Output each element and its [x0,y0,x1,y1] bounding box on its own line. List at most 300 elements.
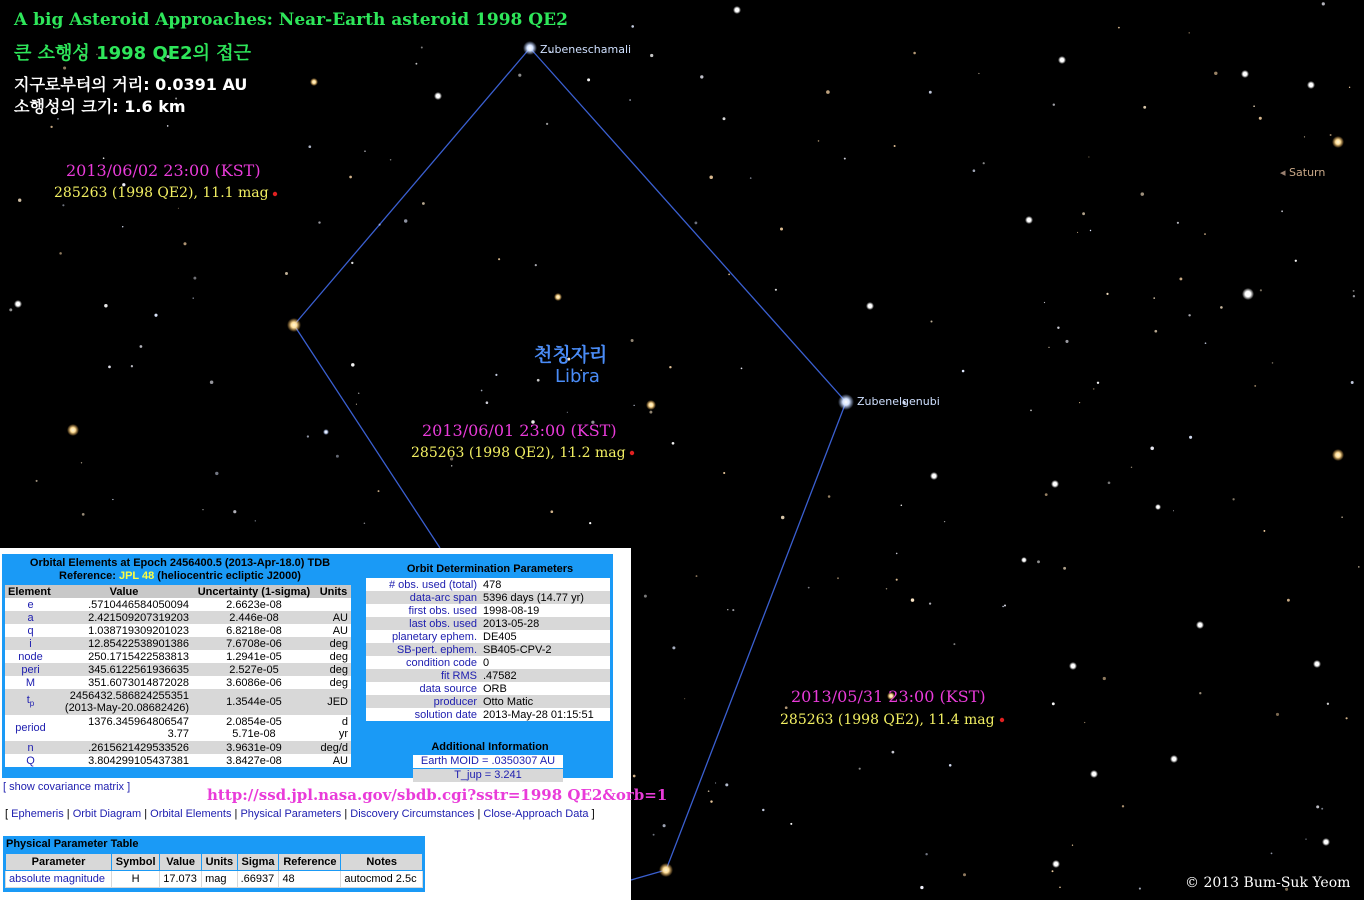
bright-star [323,429,329,435]
bright-star [1196,621,1204,629]
od-key[interactable]: last obs. used [366,617,480,630]
faint-star [351,262,353,264]
param-value: 17.073 [160,871,202,888]
bright-star [523,41,537,55]
size-text: 소행성의 크기: 1.6 km [14,97,186,116]
faint-star [859,768,861,770]
faint-star [1173,510,1174,511]
constellation-name-korean: 천칭자리 [534,344,608,366]
bright-star [838,394,854,410]
bright-star [1313,660,1321,668]
link-close-approach[interactable]: Close-Approach Data [483,808,589,820]
faint-star [535,264,537,266]
faint-star [546,123,548,125]
orbital-elements-box [2,554,613,781]
faint-star [1093,388,1095,390]
saturn-label-text: Saturn [1289,166,1326,179]
faint-star [183,242,186,245]
col-header-element: Element [5,585,56,598]
faint-star [1189,32,1190,33]
faint-star [537,379,540,382]
col-header-sigma: Sigma [237,854,279,871]
faint-star [1272,362,1274,364]
planet-label-saturn [1280,166,1325,179]
faint-star [1330,134,1332,136]
faint-star [894,145,896,147]
faint-star [920,886,923,889]
element-uncertainty [192,715,316,741]
mag-label-0531: 285263 (1998 QE2), 11.4 mag [780,712,995,728]
element-units: AU [316,624,351,637]
element-uncertainty: 2.6623e-08 [192,598,316,611]
reference-suffix: (heliocentric ecliptic J2000) [157,570,301,582]
date-label-0602: 2013/06/02 23:00 (KST) [66,161,261,180]
faint-star [1131,467,1132,468]
faint-star [1351,381,1354,384]
od-key[interactable]: first obs. used [366,604,480,617]
faint-star [672,442,675,445]
element-name-sub: p [29,699,35,709]
faint-star [215,472,218,475]
table-row [366,656,610,669]
od-value: 5396 days (14.77 yr) [480,591,610,604]
element-uncertainty: 3.6086e-06 [192,676,316,689]
separator: | [231,808,241,820]
faint-star [318,221,320,223]
covariance-link[interactable]: [ show covariance matrix ] [3,781,131,793]
faint-star [1030,410,1032,412]
element-name[interactable]: Q [5,754,56,767]
bright-star [1051,480,1059,488]
faint-star [826,90,830,94]
element-name[interactable]: M [5,676,56,689]
element-units-line1: d [341,716,348,728]
faint-star [775,289,777,291]
table-row [366,591,610,604]
element-name[interactable]: e [5,598,56,611]
bright-star [930,472,938,480]
bright-star [14,300,22,308]
od-key[interactable]: # obs. used (total) [366,578,480,591]
faint-star [167,125,169,127]
element-uncertainty: 1.3544e-05 [192,689,316,715]
faint-star [1281,210,1283,212]
faint-star [1057,327,1059,329]
bright-star [1025,216,1033,224]
faint-star [379,224,381,226]
faint-star [1263,530,1265,532]
faint-star [837,577,839,579]
faint-star [700,75,703,78]
faint-star [1052,702,1055,705]
element-uncertainty: 6.8218e-08 [192,624,316,637]
bright-star [1242,288,1254,300]
element-value: 2.421509207319203 [56,611,192,624]
faint-star [1349,87,1350,88]
faint-star [378,490,380,492]
od-key[interactable]: planetary ephem. [366,630,480,643]
element-unc-line1: 2.0854e-05 [226,716,282,728]
faint-star [1287,599,1290,602]
faint-star [1353,295,1355,297]
faint-star [1220,306,1223,309]
saturn-marker-icon: ◂ [1280,166,1286,179]
faint-star [104,304,107,307]
faint-star [631,25,634,28]
faint-star [1072,845,1073,846]
link-orbit-diagram[interactable]: Orbit Diagram [72,808,142,820]
table-row [366,643,610,656]
faint-star [210,381,214,385]
faint-star [1002,606,1003,607]
param-notes: autocmod 2.5c [341,871,423,888]
faint-star [695,222,698,225]
faint-star [1205,342,1207,344]
faint-star [1082,212,1085,215]
param-sigma: .66937 [237,871,279,888]
faint-star [486,401,489,404]
param-name[interactable]: absolute magnitude [6,871,112,888]
param-symbol: H [112,871,160,888]
faint-star [723,472,725,474]
distance-text: 지구로부터의 거리: 0.0391 AU [14,75,248,94]
faint-star [1276,713,1279,716]
faint-star [364,150,366,152]
table-row [5,637,351,650]
separator: | [474,808,484,820]
element-uncertainty: 3.8427e-08 [192,754,316,767]
bright-star [866,302,874,310]
bracket-close: ] [591,808,595,820]
table-row [5,598,351,611]
bright-star [310,78,318,86]
element-name[interactable]: period [5,715,56,741]
table-row [5,650,351,663]
element-units: deg [316,663,351,676]
faint-star [451,465,452,466]
faint-star [913,52,916,55]
faint-star [709,175,713,179]
faint-star [780,228,783,231]
col-header-units: Units [202,854,238,871]
od-key[interactable]: data source [366,682,480,695]
faint-star [983,162,985,164]
element-name[interactable] [5,689,56,715]
table-row [5,741,351,754]
faint-star [1106,293,1108,295]
title-english: A big Asteroid Approaches: Near-Earth asteroid 1998 QE2 [14,10,568,30]
jpl-nav-links [5,808,595,820]
faint-star [1004,604,1006,606]
faint-star [349,176,352,179]
link-physical-parameters[interactable]: Physical Parameters [240,808,342,820]
element-units-line2: yr [338,728,348,740]
title-korean: 큰 소행성 1998 QE2의 접근 [14,43,252,64]
faint-star [481,390,483,392]
element-value: 345.6122561936635 [56,663,192,676]
element-uncertainty: 7.6708e-06 [192,637,316,650]
bright-star [1332,449,1344,461]
faint-star [672,646,675,649]
od-value: .47582 [480,669,610,682]
faint-star [1079,402,1080,403]
separator: | [63,808,73,820]
faint-star [518,74,521,77]
faint-star [550,510,553,513]
orbital-elements-table [5,585,351,767]
faint-star [336,455,339,458]
separator: | [141,808,151,820]
col-header-units: Units [316,585,351,598]
faint-star [1341,516,1342,517]
faint-star [1179,277,1182,280]
od-key[interactable]: fit RMS [366,669,480,682]
faint-star [785,706,788,709]
faint-star [953,643,955,645]
faint-star [1199,692,1201,694]
od-key[interactable]: SB-pert. ephem. [366,643,480,656]
faint-star [653,834,655,836]
faint-star [567,412,568,413]
element-units: deg [316,637,351,650]
faint-star [1103,677,1106,680]
faint-star [808,587,810,589]
faint-star [421,47,423,49]
element-name[interactable]: n [5,741,56,754]
table-row [5,676,351,689]
faint-star [1214,72,1217,75]
orbit-determination-title: Orbit Determination Parameters [406,563,574,575]
table-row [366,578,610,591]
faint-star [587,78,590,81]
faint-star [911,598,914,601]
faint-star [929,91,932,94]
od-value: SB405-CPV-2 [480,643,610,656]
faint-star [1327,703,1329,705]
link-orbital-elements[interactable]: Orbital Elements [150,808,232,820]
jpl-url[interactable]: http://ssd.jpl.nasa.gov/sbdb.cgi?sstr=1998 QE2&orb=1 [207,786,668,804]
table-row [366,617,610,630]
od-key[interactable]: condition code [366,656,480,669]
reference-link[interactable]: JPL 48 [118,570,155,582]
od-key[interactable]: solution date [366,708,480,721]
faint-star [356,404,357,405]
faint-star [193,277,196,280]
faint-star [202,509,203,510]
constellation-name-english: Libra [555,366,600,387]
faint-star [727,609,728,610]
element-name[interactable]: peri [5,663,56,676]
faint-star [978,73,979,74]
faint-star [36,480,38,482]
element-value-line1: 1376.345964806547 [88,716,190,728]
od-value: 2013-May-28 01:15:51 [480,708,610,721]
faint-star [828,495,831,498]
param-units: mag [202,871,238,888]
od-key[interactable]: data-arc span [366,591,480,604]
faint-star [1059,886,1061,888]
faint-star [103,157,105,159]
faint-star [973,169,976,172]
table-row [5,754,351,767]
element-value: 250.1715422583813 [56,650,192,663]
faint-star [1045,493,1048,496]
faint-star [193,297,194,298]
faint-star [781,516,784,519]
faint-star [1088,156,1089,157]
faint-star [649,411,652,414]
faint-star [63,66,66,69]
element-value: .2615621429533526 [56,741,192,754]
bright-star [646,400,656,410]
asteroid-marker-0602 [273,192,277,196]
faint-star [710,800,712,802]
faint-star [930,320,932,322]
bright-star [67,424,79,436]
faint-star [896,553,898,555]
faint-star [1150,447,1154,451]
jpl-data-panel [0,548,668,900]
bracket-open: [ [5,808,9,820]
table-row [366,708,610,721]
faint-star [82,513,85,516]
separator: | [341,808,351,820]
element-name[interactable]: a [5,611,56,624]
faint-star [178,208,179,209]
table-row [366,630,610,643]
faint-star [1271,853,1273,855]
col-header-value: Value [160,854,202,871]
faint-star [1358,566,1360,568]
od-value: ORB [480,682,610,695]
faint-star [1122,805,1124,807]
faint-star [741,368,743,370]
bright-star [1170,755,1178,763]
faint-star [1189,436,1192,439]
element-units: deg [316,650,351,663]
faint-star [358,392,360,394]
copyright: © 2013 Bum-Suk Yeom [1185,875,1351,891]
faint-star [963,873,966,876]
faint-star [1304,136,1305,137]
element-value-line1: 2456432.586824255351 [69,690,190,702]
link-discovery[interactable]: Discovery Circumstances [350,808,475,820]
element-units: AU [316,611,351,624]
faint-star [1177,222,1179,224]
element-value: 351.6073014872028 [56,676,192,689]
reference-line [2,570,358,582]
col-header-value: Value [56,585,192,598]
faint-star [351,363,354,366]
element-name[interactable]: i [5,637,56,650]
element-uncertainty: 2.446e-08 [192,611,316,624]
faint-star [131,365,133,367]
faint-star [1044,302,1045,303]
faint-star [285,272,288,275]
physical-parameter-box [3,836,425,892]
col-header-symbol: Symbol [112,854,160,871]
faint-star [929,602,931,604]
date-label-0531: 2013/05/31 23:00 (KST) [791,687,986,706]
od-key[interactable]: producer [366,695,480,708]
od-value: 478 [480,578,610,591]
col-header-reference: Reference [279,854,341,871]
reference-prefix: Reference: [59,570,116,582]
faint-star [415,63,417,65]
faint-star [669,366,671,368]
element-units: AU [316,754,351,767]
faint-star [1084,722,1085,723]
faint-star [57,118,59,120]
mag-label-0602: 285263 (1998 QE2), 11.1 mag [54,185,269,201]
bright-star [1052,860,1060,868]
faint-star [644,595,647,598]
element-units [316,598,351,611]
faint-star [62,204,64,206]
faint-star [818,140,820,142]
table-row [6,871,423,888]
element-value-line2: (2013-May-20.08682426) [64,702,190,714]
link-ephemeris[interactable]: Ephemeris [11,808,64,820]
faint-star [589,522,591,524]
faint-star [1141,192,1145,196]
faint-star [404,219,407,222]
faint-star [1090,230,1091,231]
faint-star [1353,290,1355,292]
element-value: 3.804299105437381 [56,754,192,767]
faint-star [1253,105,1255,107]
bright-star [1155,504,1161,510]
faint-star [896,579,898,581]
element-name[interactable]: q [5,624,56,637]
date-label-0601: 2013/06/01 23:00 (KST) [422,421,617,440]
element-name[interactable]: node [5,650,56,663]
col-header-uncertainty: Uncertainty (1-sigma) [192,585,316,598]
faint-star [1077,232,1078,233]
faint-star [715,782,716,783]
element-name-base: t [26,693,30,706]
bright-star [1332,136,1344,148]
bright-star [1307,81,1315,89]
star-label-zubenelgenubi: Zubenelgenubi [857,395,940,408]
faint-star [233,510,236,513]
table-row [5,624,351,637]
faint-star [728,274,730,276]
table-row [366,682,610,695]
faint-star [1232,498,1234,500]
faint-star [1063,567,1066,570]
faint-star [59,252,62,255]
faint-star [364,522,366,524]
element-uncertainty: 1.2941e-05 [192,650,316,663]
element-value: 12.85422538901386 [56,637,192,650]
faint-star [1316,805,1319,808]
additional-info-title: Additional Information [431,741,549,753]
bright-star [287,318,301,332]
faint-star [1065,340,1068,343]
element-value [56,715,192,741]
faint-star [112,499,113,500]
faint-star [1346,717,1348,719]
od-value: 2013-05-28 [480,617,610,630]
faint-star [154,314,157,317]
table-row [366,604,610,617]
faint-star [1154,330,1157,333]
faint-star [1048,347,1049,348]
param-reference[interactable]: 48 [279,871,341,888]
faint-star [255,520,256,521]
faint-star [949,764,952,767]
